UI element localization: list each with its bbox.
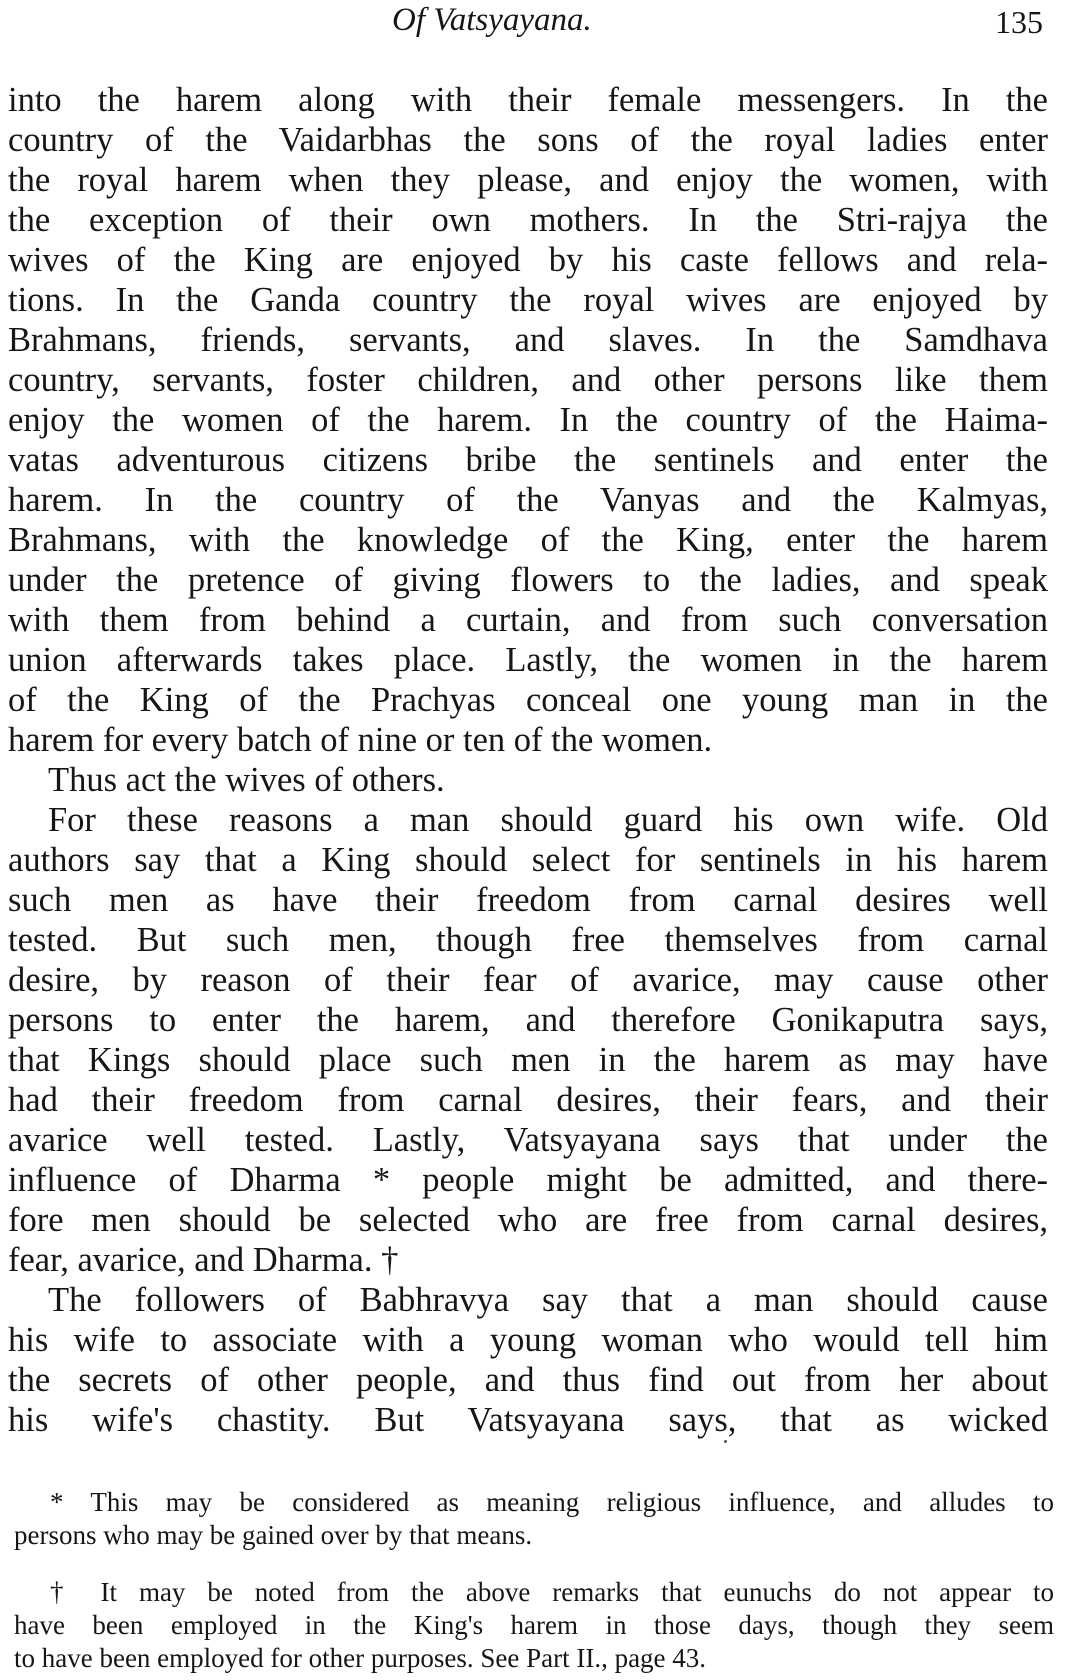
footnote-asterisk [14, 1486, 1054, 1552]
print-speck [724, 1440, 727, 1443]
body-text [8, 80, 1048, 1440]
footnote-line: have been employed in the King's harem in those days, though they seem [14, 1610, 1054, 1640]
text-line: wives of the King are enjoyed by his caste fellows and rela- [8, 241, 1048, 279]
text-line: under the pretence of giving flowers to the ladies, and speak [8, 561, 1048, 599]
text-line: persons to enter the harem, and therefore Gonikaputra says, [8, 1001, 1048, 1039]
running-head [0, 0, 1066, 46]
footnote-line: † It may be noted from the above remarks that eunuchs do not appear to [50, 1577, 1054, 1607]
text-line: union afterwards takes place. Lastly, the women in the harem [8, 641, 1048, 679]
text-line: avarice well tested. Lastly, Vatsyayana says that under the [8, 1121, 1048, 1159]
text-line: the exception of their own mothers. In the Stri-rajya the [8, 201, 1048, 239]
text-line: desire, by reason of their fear of avarice, may cause other [8, 961, 1048, 999]
text-line: his wife to associate with a young woman who would tell him [8, 1321, 1048, 1359]
text-line: of the King of the Prachyas conceal one young man in the [8, 681, 1048, 719]
text-line: his wife's chastity. But Vatsyayana says, that as wicked [8, 1401, 1048, 1439]
text-line: with them from behind a curtain, and from such conversation [8, 601, 1048, 639]
footnote-line: to have been employed for other purposes. See Part II., page 43. [14, 1643, 707, 1673]
text-line: Brahmans, with the knowledge of the King, enter the harem [8, 521, 1048, 559]
text-line: harem for every batch of nine or ten of the women. [8, 721, 713, 759]
footnote-spacer [14, 1552, 1054, 1576]
text-line: the secrets of other people, and thus find out from her about [8, 1361, 1048, 1399]
text-line: enjoy the women of the harem. In the country of the Haima- [8, 401, 1048, 439]
text-line: country of the Vaidarbhas the sons of the royal ladies enter [8, 121, 1048, 159]
text-line: harem. In the country of the Vanyas and the Kalmyas, [8, 481, 1048, 519]
footnote-dagger [14, 1576, 1054, 1675]
text-line: Brahmans, friends, servants, and slaves. In the Samdhava [8, 321, 1048, 359]
text-line: influence of Dharma * people might be admitted, and there- [8, 1161, 1048, 1199]
text-line: tested. But such men, though free themselves from carnal [8, 921, 1048, 959]
text-line: tions. In the Ganda country the royal wives are enjoyed by [8, 281, 1048, 319]
text-line: had their freedom from carnal desires, their fears, and their [8, 1081, 1048, 1119]
text-line: into the harem along with their female messengers. In the [8, 81, 1048, 119]
text-line: such men as have their freedom from carnal desires well [8, 881, 1048, 919]
text-line: the royal harem when they please, and enjoy the women, with [8, 161, 1048, 199]
text-line: Thus act the wives of others. [48, 761, 445, 799]
page-number: 135 [995, 4, 1043, 40]
footnotes [14, 1486, 1054, 1675]
text-line: authors say that a King should select for sentinels in his harem [8, 841, 1048, 879]
running-title: Of Vatsyayana. [392, 2, 592, 38]
text-line: that Kings should place such men in the harem as may have [8, 1041, 1048, 1079]
text-line: For these reasons a man should guard his own wife. Old [48, 801, 1048, 839]
text-line: fore men should be selected who are free from carnal desires, [8, 1201, 1048, 1239]
text-line: The followers of Babhravya say that a man should cause [48, 1281, 1048, 1319]
text-line: vatas adventurous citizens bribe the sentinels and enter the [8, 441, 1048, 479]
footnote-line: persons who may be gained over by that means. [14, 1520, 533, 1550]
text-line: fear, avarice, and Dharma. † [8, 1241, 399, 1279]
footnote-line: * This may be considered as meaning religious influence, and alludes to [50, 1487, 1054, 1517]
text-line: country, servants, foster children, and other persons like them [8, 361, 1048, 399]
